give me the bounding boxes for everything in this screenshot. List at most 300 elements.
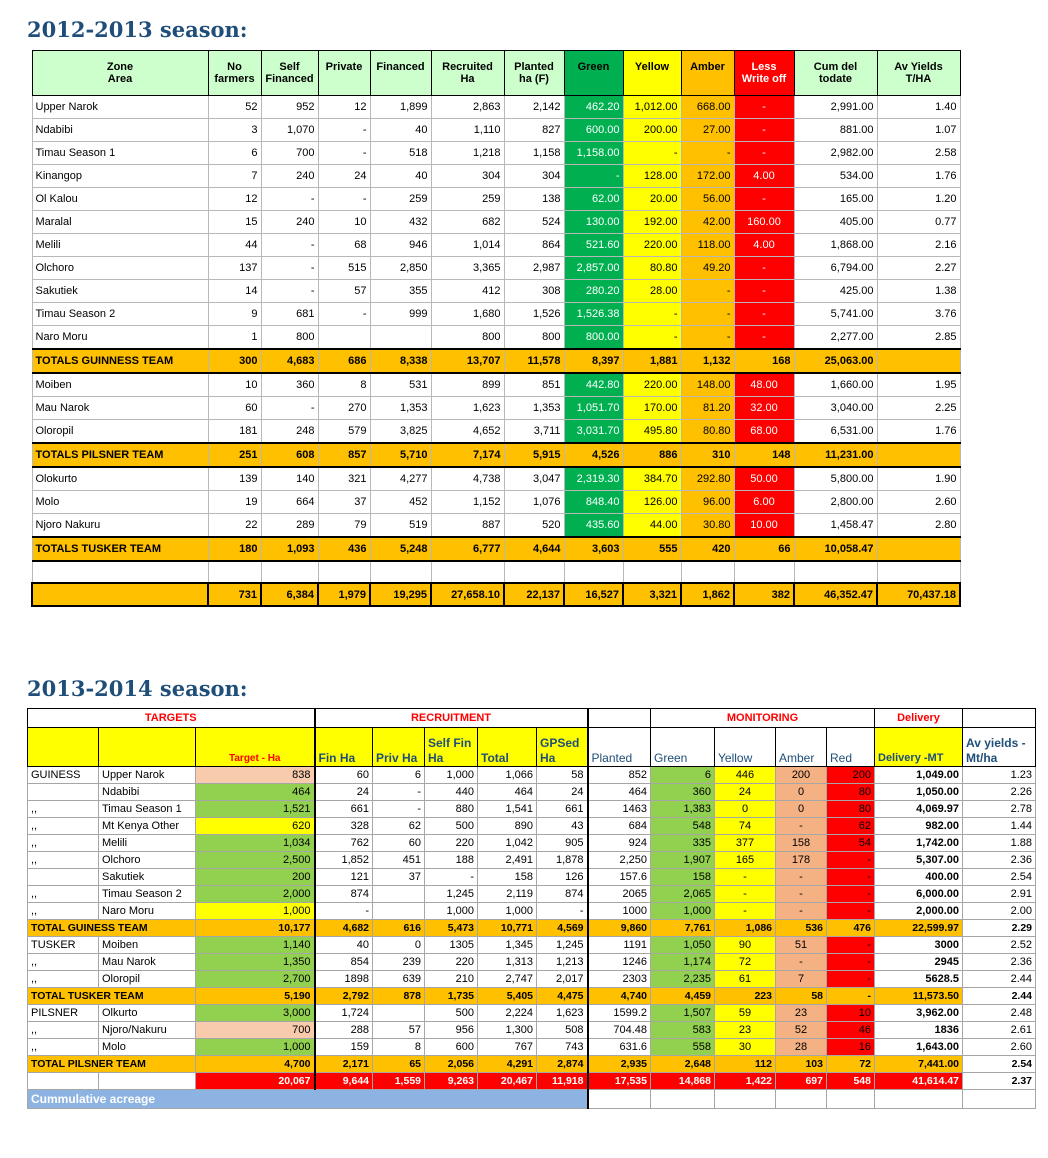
- t1-cell: 46,352.47: [794, 583, 877, 606]
- t2-cell: 1,066: [478, 767, 537, 784]
- t1-cell: 518: [370, 142, 431, 165]
- t2-cell: 54: [827, 835, 875, 852]
- t2-total-row: [28, 920, 1036, 937]
- t2-cell: Mau Narok: [99, 954, 196, 971]
- t2-data-row: [28, 801, 1036, 818]
- t1-cell: 292.80: [681, 467, 734, 491]
- t2-cell: [373, 886, 425, 903]
- t2-cell: 890: [478, 818, 537, 835]
- t1-cell: -: [734, 257, 794, 280]
- t1-blank-row: [32, 561, 960, 583]
- t1-cell: 519: [370, 514, 431, 538]
- t1-cell: -: [318, 303, 370, 326]
- t2-cell: 5,190: [196, 988, 315, 1005]
- t2-cell: 2.44: [963, 971, 1036, 988]
- t1-cell: 66: [734, 537, 794, 561]
- t1-data-row: [32, 257, 960, 280]
- t2-data-row: [28, 954, 1036, 971]
- t1-cell: 4,683: [261, 349, 318, 373]
- t2-cell: 2,250: [588, 852, 651, 869]
- t2-cell: 23: [715, 1022, 776, 1039]
- t1-cell: 27.00: [681, 119, 734, 142]
- t1-cell: TOTALS TUSKER TEAM: [32, 537, 208, 561]
- t2-cell: 548: [827, 1073, 875, 1090]
- t2-cell: 1,000: [196, 903, 315, 920]
- t2-cell: 200: [776, 767, 827, 784]
- t2-cell: 16: [827, 1039, 875, 1056]
- t2-header-row: [28, 728, 1036, 767]
- t1-cell: 60: [208, 397, 261, 420]
- t2-cell: 464: [196, 784, 315, 801]
- t2-cell: 121: [315, 869, 373, 886]
- t2-cell: 1,878: [537, 852, 588, 869]
- t2-cell: 1,742.00: [875, 835, 963, 852]
- t1-cell: 384.70: [623, 467, 681, 491]
- t2-cell: 126: [537, 869, 588, 886]
- t2-cell: 17,535: [588, 1073, 651, 1090]
- t2-data-row: [28, 818, 1036, 835]
- t2-cell: 1,350: [196, 954, 315, 971]
- t1-cell: 2,982.00: [794, 142, 877, 165]
- t2-total-row: [28, 988, 1036, 1005]
- t2-cell: 11,573.50: [875, 988, 963, 1005]
- t2-cell: 1,345: [478, 937, 537, 954]
- t1-cell: Naro Moru: [32, 326, 208, 350]
- t2-data-row: [28, 971, 1036, 988]
- season-2013-2014-table: [27, 708, 1036, 1109]
- group-targets: TARGETS: [28, 709, 315, 728]
- t2-cell: Olkurto: [99, 1005, 196, 1022]
- t1-cell: 4.00: [734, 234, 794, 257]
- t2-cell: 158: [478, 869, 537, 886]
- t2-data-row: [28, 852, 1036, 869]
- t2-header-cell: Total: [478, 728, 537, 767]
- t1-cell: 3,825: [370, 420, 431, 444]
- t2-header-cell: GPSed Ha: [537, 728, 588, 767]
- t1-cell: 80.80: [623, 257, 681, 280]
- t1-cell: 240: [261, 211, 318, 234]
- t1-cell: 4,652: [431, 420, 504, 444]
- t1-cell: 1,862: [681, 583, 734, 606]
- t2-cell: 2,500: [196, 852, 315, 869]
- t2-cell: ,,: [28, 1039, 99, 1056]
- t1-cell: 270: [318, 397, 370, 420]
- t2-cell: 43: [537, 818, 588, 835]
- t2-cell: 1,245: [537, 937, 588, 954]
- t2-cell: 158: [651, 869, 715, 886]
- t2-header-cell: [28, 728, 99, 767]
- t2-cell: 158: [776, 835, 827, 852]
- t2-header-cell: Priv Ha: [373, 728, 425, 767]
- t2-cell: 838: [196, 767, 315, 784]
- t1-header-cell: Cum del todate: [794, 51, 877, 96]
- t1-cell: 28.00: [623, 280, 681, 303]
- t1-cell: 3,321: [623, 583, 681, 606]
- t2-cell: -: [827, 971, 875, 988]
- t1-cell: 4,738: [431, 467, 504, 491]
- t1-cell: 1,051.70: [564, 397, 623, 420]
- t1-cell: 4,277: [370, 467, 431, 491]
- t1-cell: 40: [370, 119, 431, 142]
- t1-cell: 8: [318, 373, 370, 397]
- t2-cumulative-row: [28, 1090, 1036, 1109]
- t2-cell: -: [827, 988, 875, 1005]
- t2-cell: 1,042: [478, 835, 537, 852]
- t2-cell: 3000: [875, 937, 963, 954]
- t2-cell: 1,541: [478, 801, 537, 818]
- t1-cell: 19: [208, 491, 261, 514]
- t1-cell: 1,218: [431, 142, 504, 165]
- t2-cell: -: [827, 852, 875, 869]
- t2-cell: Melili: [99, 835, 196, 852]
- t1-cell: -: [623, 326, 681, 350]
- t2-cell: Timau Season 2: [99, 886, 196, 903]
- group-delivery: Delivery: [875, 709, 963, 728]
- t2-cell: 1,000: [196, 1039, 315, 1056]
- t2-header-cell: Yellow: [715, 728, 776, 767]
- t2-data-row: [28, 1005, 1036, 1022]
- cumulative-acreage-label: Cummulative acreage: [28, 1090, 588, 1109]
- t2-cell: Mt Kenya Other: [99, 818, 196, 835]
- t1-cell: 524: [504, 211, 564, 234]
- t2-cell: 0: [776, 801, 827, 818]
- t2-cell: 1898: [315, 971, 373, 988]
- t2-cell: 2,648: [651, 1056, 715, 1073]
- t2-cell: 51: [776, 937, 827, 954]
- t1-cell: 11,578: [504, 349, 564, 373]
- t1-cell: [734, 561, 794, 583]
- t2-cell: 1,383: [651, 801, 715, 818]
- t1-cell: 6,794.00: [794, 257, 877, 280]
- t2-cell: [28, 1073, 99, 1090]
- t2-cell: 464: [478, 784, 537, 801]
- t1-cell: 5,915: [504, 443, 564, 467]
- t1-cell: 2,991.00: [794, 96, 877, 119]
- t1-cell: [32, 561, 208, 583]
- t1-cell: 259: [431, 188, 504, 211]
- t2-cell: 6: [651, 767, 715, 784]
- t2-cell: -: [373, 784, 425, 801]
- t2-cell: 446: [715, 767, 776, 784]
- t1-cell: 5,248: [370, 537, 431, 561]
- t2-cell: -: [715, 869, 776, 886]
- t1-cell: 13,707: [431, 349, 504, 373]
- t2-cell: 2.78: [963, 801, 1036, 818]
- t1-cell: -: [318, 119, 370, 142]
- t1-cell: 857: [318, 443, 370, 467]
- t1-cell: 2.25: [877, 397, 960, 420]
- t1-cell: 5,800.00: [794, 467, 877, 491]
- t1-cell: 68: [318, 234, 370, 257]
- t2-cell: 1,086: [715, 920, 776, 937]
- t1-cell: 432: [370, 211, 431, 234]
- t1-data-row: [32, 303, 960, 326]
- t2-cell: 5,307.00: [875, 852, 963, 869]
- t1-cell: 304: [504, 165, 564, 188]
- t2-header-cell: Av yields - Mt/ha: [963, 728, 1036, 767]
- t1-cell: 10: [208, 373, 261, 397]
- t1-cell: 96.00: [681, 491, 734, 514]
- t2-cell: Sakutiek: [99, 869, 196, 886]
- t1-cell: [794, 561, 877, 583]
- t1-cell: Kinangop: [32, 165, 208, 188]
- t1-cell: 1,979: [318, 583, 370, 606]
- t2-cell: 878: [373, 988, 425, 1005]
- t1-cell: Moiben: [32, 373, 208, 397]
- t1-cell: 300: [208, 349, 261, 373]
- t2-cell: 2,874: [537, 1056, 588, 1073]
- t1-cell: 700: [261, 142, 318, 165]
- t1-cell: 130.00: [564, 211, 623, 234]
- t2-cell: 464: [588, 784, 651, 801]
- t1-cell: Melili: [32, 234, 208, 257]
- t2-cell: 40: [315, 937, 373, 954]
- t1-cell: 1,868.00: [794, 234, 877, 257]
- t1-cell: 531: [370, 373, 431, 397]
- t1-cell: 534.00: [794, 165, 877, 188]
- t1-cell: 22: [208, 514, 261, 538]
- t2-cell: 2.36: [963, 852, 1036, 869]
- t1-cell: 800: [504, 326, 564, 350]
- t1-cell: 952: [261, 96, 318, 119]
- t2-cell: 157.6: [588, 869, 651, 886]
- t2-cell: ,,: [28, 954, 99, 971]
- t1-cell: 899: [431, 373, 504, 397]
- t1-cell: 3,603: [564, 537, 623, 561]
- t1-cell: 681: [261, 303, 318, 326]
- t2-cell: 1305: [425, 937, 478, 954]
- t1-cell: [681, 561, 734, 583]
- t2-cell: 112: [715, 1056, 776, 1073]
- t2-cell: 80: [827, 801, 875, 818]
- t1-cell: 1.20: [877, 188, 960, 211]
- t1-cell: 420: [681, 537, 734, 561]
- t2-cell: ,,: [28, 818, 99, 835]
- t2-cell: 1.44: [963, 818, 1036, 835]
- t1-cell: [32, 583, 208, 606]
- t2-cell: 46: [827, 1022, 875, 1039]
- t2-cell: 22,599.97: [875, 920, 963, 937]
- t2-cell: 1,034: [196, 835, 315, 852]
- t2-cell: 1000: [588, 903, 651, 920]
- t2-cell: GUINESS: [28, 767, 99, 784]
- t1-data-row: [32, 211, 960, 234]
- t2-cell: -: [776, 886, 827, 903]
- t2-cell: 72: [715, 954, 776, 971]
- t2-cell: [28, 784, 99, 801]
- t1-cell: 19,295: [370, 583, 431, 606]
- t1-cell: 68.00: [734, 420, 794, 444]
- t1-cell: 7,174: [431, 443, 504, 467]
- t1-header-cell: Recruited Ha: [431, 51, 504, 96]
- t1-cell: 800.00: [564, 326, 623, 350]
- t2-cell: 2.26: [963, 784, 1036, 801]
- t1-cell: 881.00: [794, 119, 877, 142]
- t1-data-row: [32, 491, 960, 514]
- t1-cell: 50.00: [734, 467, 794, 491]
- t1-cell: 27,658.10: [431, 583, 504, 606]
- t1-cell: 4,644: [504, 537, 564, 561]
- t2-header-cell: [99, 728, 196, 767]
- t2-cell: 200: [827, 767, 875, 784]
- t2-cell: 23: [776, 1005, 827, 1022]
- t1-cell: 280.20: [564, 280, 623, 303]
- t1-cell: 137: [208, 257, 261, 280]
- t1-cell: 16,527: [564, 583, 623, 606]
- t1-cell: 495.80: [623, 420, 681, 444]
- t1-cell: [261, 561, 318, 583]
- t1-cell: 999: [370, 303, 431, 326]
- t1-cell: 664: [261, 491, 318, 514]
- t1-cell: 248: [261, 420, 318, 444]
- t1-cell: 1,158.00: [564, 142, 623, 165]
- t2-cell: 905: [537, 835, 588, 852]
- t1-cell: Olokurto: [32, 467, 208, 491]
- t2-cell: 0: [776, 784, 827, 801]
- t1-header-cell: No farmers: [208, 51, 261, 96]
- t1-cell: [318, 561, 370, 583]
- t2-cell: 4,682: [315, 920, 373, 937]
- t2-cell: 880: [425, 801, 478, 818]
- t2-cell: 60: [373, 835, 425, 852]
- t2-header-cell: Self Fin Ha: [425, 728, 478, 767]
- t2-cell: 0: [373, 937, 425, 954]
- group-header-row: [28, 709, 1036, 728]
- t2-cell: 1,000: [425, 903, 478, 920]
- t2-cell: 2.44: [963, 988, 1036, 1005]
- t2-cell: 697: [776, 1073, 827, 1090]
- t2-cell: 60: [315, 767, 373, 784]
- t1-cell: 304: [431, 165, 504, 188]
- t1-cell: 864: [504, 234, 564, 257]
- t1-data-row: [32, 467, 960, 491]
- t1-cell: -: [734, 142, 794, 165]
- t1-cell: 128.00: [623, 165, 681, 188]
- t1-cell: Sakutiek: [32, 280, 208, 303]
- t2-cell: 2,224: [478, 1005, 537, 1022]
- t2-data-row: [28, 1022, 1036, 1039]
- t1-header-cell: Planted ha (F): [504, 51, 564, 96]
- t2-cell: 2,119: [478, 886, 537, 903]
- t1-cell: 170.00: [623, 397, 681, 420]
- t2-cell: 59: [715, 1005, 776, 1022]
- t1-cell: 48.00: [734, 373, 794, 397]
- t2-cell: 4,569: [537, 920, 588, 937]
- t2-cell: 2.48: [963, 1005, 1036, 1022]
- t1-cell: 42.00: [681, 211, 734, 234]
- t1-cell: 70,437.18: [877, 583, 960, 606]
- t2-cell: 58: [776, 988, 827, 1005]
- t1-cell: 668.00: [681, 96, 734, 119]
- t2-cell: 2,056: [425, 1056, 478, 1073]
- t1-cell: 1.76: [877, 420, 960, 444]
- t2-cell: 3,000: [196, 1005, 315, 1022]
- t1-cell: 848.40: [564, 491, 623, 514]
- t2-cell: -: [827, 954, 875, 971]
- t1-cell: 289: [261, 514, 318, 538]
- t2-cell: 2.60: [963, 1039, 1036, 1056]
- t1-cell: 1,526.38: [564, 303, 623, 326]
- t1-data-row: [32, 96, 960, 119]
- t1-cell: 126.00: [623, 491, 681, 514]
- t1-cell: -: [734, 96, 794, 119]
- t1-cell: 731: [208, 583, 261, 606]
- t1-header-row: [32, 51, 960, 96]
- t2-cell: 2.52: [963, 937, 1036, 954]
- t2-cell: 4,475: [537, 988, 588, 1005]
- t2-cell: Moiben: [99, 937, 196, 954]
- t1-cell: 80.80: [681, 420, 734, 444]
- t2-cell: 2,700: [196, 971, 315, 988]
- t1-cell: 1,093: [261, 537, 318, 561]
- t2-cell: 220: [425, 835, 478, 852]
- t1-cell: 4,526: [564, 443, 623, 467]
- t1-cell: 3,047: [504, 467, 564, 491]
- t1-cell: 2.27: [877, 257, 960, 280]
- t1-total-row: [32, 349, 960, 373]
- t1-cell: 382: [734, 583, 794, 606]
- t2-cell: 451: [373, 852, 425, 869]
- t1-cell: [877, 349, 960, 373]
- t2-cell: -: [315, 903, 373, 920]
- t2-header-cell: Delivery -MT: [875, 728, 963, 767]
- t2-cell: [99, 1073, 196, 1090]
- t1-cell: 3,711: [504, 420, 564, 444]
- t1-cell: 1,623: [431, 397, 504, 420]
- t2-cell: 9,860: [588, 920, 651, 937]
- t1-cell: -: [681, 280, 734, 303]
- t1-cell: 140: [261, 467, 318, 491]
- t1-header-cell: Av Yields T/HA: [877, 51, 960, 96]
- t1-cell: 355: [370, 280, 431, 303]
- t2-cell: 2.37: [963, 1073, 1036, 1090]
- t1-cell: 2.85: [877, 326, 960, 350]
- t2-cell: 874: [537, 886, 588, 903]
- t1-cell: 138: [504, 188, 564, 211]
- t1-cell: 2,850: [370, 257, 431, 280]
- t2-cell: -: [776, 903, 827, 920]
- t2-cell: 200: [196, 869, 315, 886]
- t2-cell: 41,614.47: [875, 1073, 963, 1090]
- t1-cell: 9: [208, 303, 261, 326]
- t1-data-row: [32, 119, 960, 142]
- t1-cell: 4.00: [734, 165, 794, 188]
- t2-cell: 335: [651, 835, 715, 852]
- t2-cell: 159: [315, 1039, 373, 1056]
- t1-cell: 1.90: [877, 467, 960, 491]
- t2-cell: 440: [425, 784, 478, 801]
- t2-cell: -: [827, 869, 875, 886]
- t2-cell: ,,: [28, 835, 99, 852]
- t1-cell: 2.58: [877, 142, 960, 165]
- t2-cell: 1,559: [373, 1073, 425, 1090]
- t2-cell: 62: [827, 818, 875, 835]
- t2-cell: 508: [537, 1022, 588, 1039]
- t2-cell: 500: [425, 1005, 478, 1022]
- t2-cell: 61: [715, 971, 776, 988]
- t2-cell: 5,405: [478, 988, 537, 1005]
- t1-cell: -: [261, 280, 318, 303]
- t1-cell: [431, 561, 504, 583]
- t1-cell: 10.00: [734, 514, 794, 538]
- t2-cell: 30: [715, 1039, 776, 1056]
- group-recruitment: RECRUITMENT: [315, 709, 588, 728]
- t2-cell: Upper Narok: [99, 767, 196, 784]
- t2-cell: 165: [715, 852, 776, 869]
- t2-cell: 616: [373, 920, 425, 937]
- t2-cell: 239: [373, 954, 425, 971]
- t1-cell: -: [623, 303, 681, 326]
